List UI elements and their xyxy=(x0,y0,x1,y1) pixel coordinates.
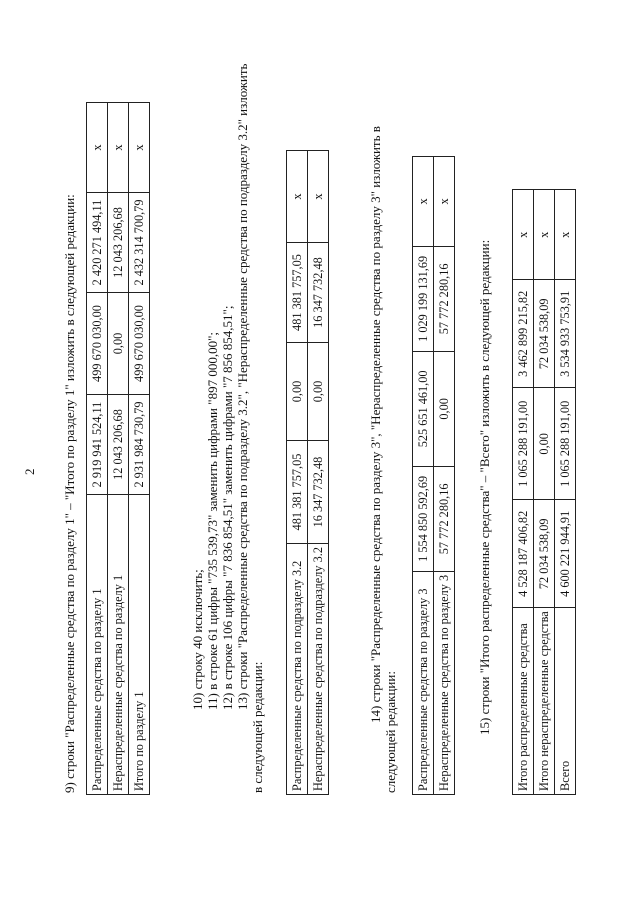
amount-cell: 16 347 732,48 xyxy=(308,441,329,544)
x-cell: x xyxy=(413,156,434,246)
section-9-table xyxy=(86,102,150,795)
table-row xyxy=(129,103,150,795)
section-3-2-table xyxy=(286,150,329,795)
section-14-line-1: 14) строки "Распределенные средства по разделу 3", "Нераспределенные средства по разделу 3" изложить в xyxy=(368,126,383,723)
amount-cell: 57 772 280,16 xyxy=(434,246,455,351)
amount-cell: 4 600 221 944,91 xyxy=(555,500,576,608)
amount-cell: 2 919 941 524,11 xyxy=(87,395,108,495)
x-cell: x xyxy=(308,151,329,243)
amount-cell: 481 381 757,05 xyxy=(287,243,308,343)
amount-cell: 1 029 199 131,69 xyxy=(413,246,434,351)
table-row xyxy=(308,151,329,795)
section-15-table xyxy=(512,189,576,795)
amount-cell: 72 034 538,09 xyxy=(534,500,555,608)
row-label: Итого нераспределенные средства xyxy=(534,608,555,795)
section-15-intro: 15) строки "Итого распределенные средства" – "Всего" изложить в следующей редакции: xyxy=(477,239,492,735)
table-row xyxy=(434,156,455,794)
x-cell: x xyxy=(434,156,455,246)
section-9-intro: 9) строки "Распределенные средства по разделу 1" – "Итого по разделу 1" изложить в следующей редакции: xyxy=(62,194,77,793)
amount-cell: 499 670 030,00 xyxy=(87,293,108,395)
item-13: 13) строки "Распределенные средства по подразделу 3.2", "Нераспределенные средства по подразделу 3.2" изложить xyxy=(235,63,250,710)
amount-cell: 2 432 314 700,79 xyxy=(129,193,150,293)
row-label: Нераспределенные средства по разделу 1 xyxy=(108,495,129,795)
amount-cell: 499 670 030,00 xyxy=(129,293,150,395)
x-cell: x xyxy=(534,190,555,280)
x-cell: x xyxy=(87,103,108,193)
section-14-table xyxy=(412,156,455,795)
row-label: Итого по разделу 1 xyxy=(129,495,150,795)
x-cell: x xyxy=(287,151,308,243)
amount-cell: 525 651 461,00 xyxy=(413,351,434,466)
table-row xyxy=(513,190,534,795)
amount-cell: 0,00 xyxy=(287,343,308,441)
amount-cell: 3 534 933 753,91 xyxy=(555,280,576,388)
amount-cell: 2 931 984 730,79 xyxy=(129,395,150,495)
amount-cell: 1 554 850 592,69 xyxy=(413,466,434,571)
row-label: Всего xyxy=(555,608,576,795)
item-10: 10) строку 40 исключить; xyxy=(190,569,205,710)
item-13-continuation xyxy=(250,662,265,793)
x-cell: x xyxy=(129,103,150,193)
amount-cell: 0,00 xyxy=(434,351,455,466)
x-cell: x xyxy=(555,190,576,280)
amendments-10-13 xyxy=(190,64,250,710)
amount-cell: 2 420 271 494,11 xyxy=(87,193,108,293)
amount-cell: 4 528 187 406,82 xyxy=(513,500,534,608)
table-row xyxy=(87,103,108,795)
amount-cell: 481 381 757,05 xyxy=(287,441,308,544)
amount-cell: 1 065 288 191,00 xyxy=(555,388,576,500)
item-12: 12) в строке 106 цифры "7 836 854,51" заменить цифрами "7 856 854,51"; xyxy=(220,305,235,710)
x-cell: x xyxy=(108,103,129,193)
row-label: Распределенные средства по разделу 1 xyxy=(87,495,108,795)
amount-cell: 12 043 206,68 xyxy=(108,193,129,293)
amount-cell: 3 462 899 215,82 xyxy=(513,280,534,388)
table-row xyxy=(555,190,576,795)
row-label: Нераспределенные средства по подразделу 3.2 xyxy=(308,544,329,795)
section-14-line-2: следующей редакции: xyxy=(383,671,398,793)
row-label: Распределенные средства по подразделу 3.2 xyxy=(287,544,308,795)
row-label: Распределенные средства по разделу 3 xyxy=(413,571,434,794)
item-11: 11) в строке 61 цифры "735 539,73" заменить цифрами "897 000,00"; xyxy=(205,332,220,710)
amount-cell: 1 065 288 191,00 xyxy=(513,388,534,500)
amount-cell: 16 347 732,48 xyxy=(308,243,329,343)
amount-cell: 57 772 280,16 xyxy=(434,466,455,571)
amount-cell: 72 034 538,09 xyxy=(534,280,555,388)
row-label: Нераспределенные средства по разделу 3 xyxy=(434,571,455,794)
amount-cell: 12 043 206,68 xyxy=(108,395,129,495)
amount-cell: 0,00 xyxy=(308,343,329,441)
section-14-intro xyxy=(368,126,398,793)
table-row xyxy=(108,103,129,795)
table-row xyxy=(413,156,434,794)
table-row xyxy=(287,151,308,795)
table-row xyxy=(534,190,555,795)
row-label: Итого распределенные средства xyxy=(513,608,534,795)
x-cell: x xyxy=(513,190,534,280)
amount-cell: 0,00 xyxy=(534,388,555,500)
item-13-continuation-text: в следующей редакции: xyxy=(250,661,265,793)
amount-cell: 0,00 xyxy=(108,293,129,395)
page-number: 2 xyxy=(22,468,37,475)
